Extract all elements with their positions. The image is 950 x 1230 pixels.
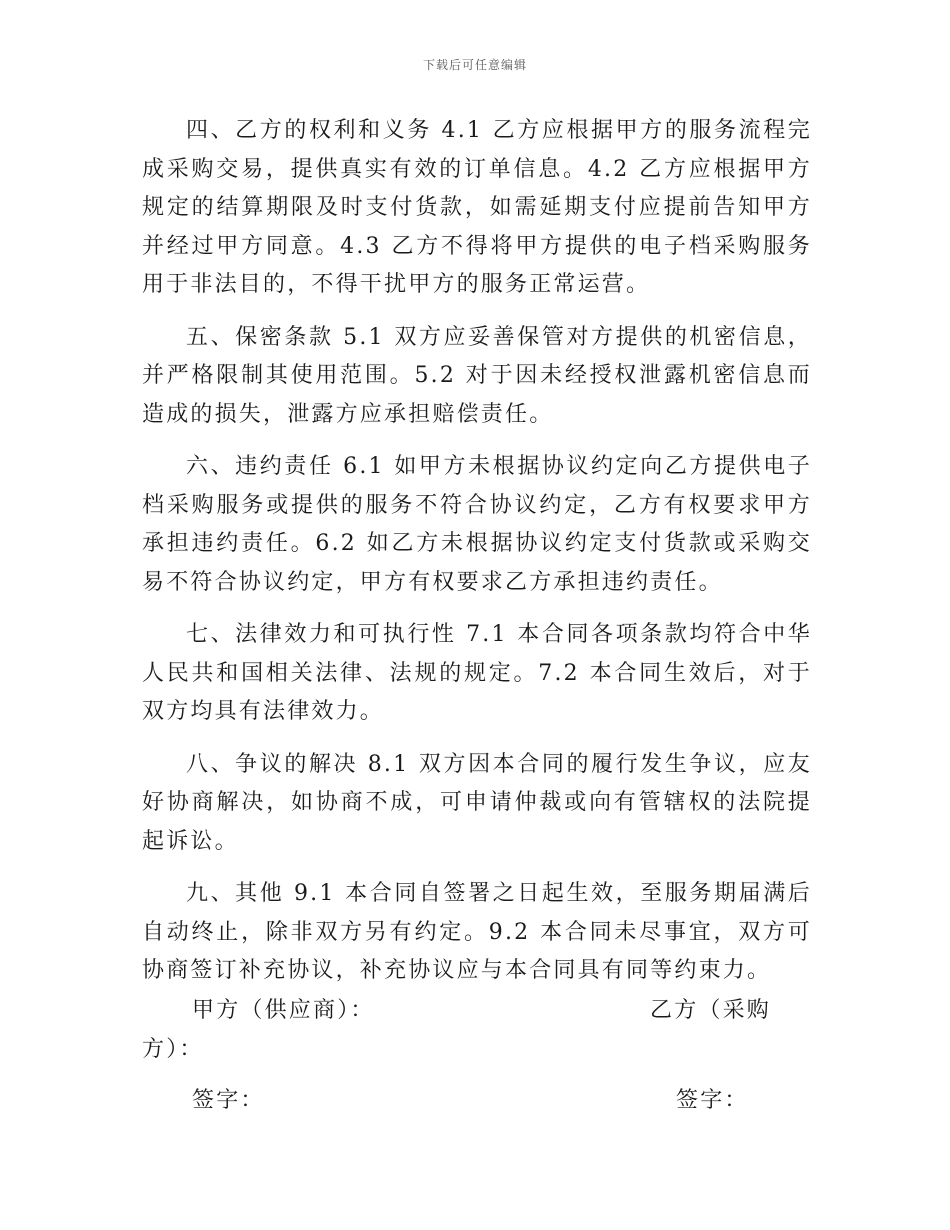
section-dispute-resolution: 八、争议的解决 8.1 双方因本合同的履行发生争议，应友好协商解决，如协商不成，可申请仲裁或向有管辖权的法院提起诉讼。 bbox=[142, 751, 812, 854]
signature-parties bbox=[142, 992, 812, 1062]
party-a-signature-label: 签字： bbox=[192, 1088, 265, 1113]
page-header-note: 下载后可任意编辑 bbox=[422, 58, 527, 72]
party-a-label: 甲方（供应商）： bbox=[192, 998, 375, 1023]
section-miscellaneous: 九、其他 9.1 本合同自签署之日起生效，至服务期届满后自动终止，除非双方另有约定。9.2 本合同未尽事宜，双方可协商签订补充协议，补充协议应与本合同具有同等约束力。 bbox=[142, 881, 812, 983]
party-b-label: 乙方（采购 bbox=[650, 998, 772, 1023]
party-b-signature-label: 签字： bbox=[676, 1088, 749, 1113]
section-confidentiality: 五、保密条款 5.1 双方应妥善保管对方提供的机密信息，并严格限制其使用范围。5.2 对于因未经授权泄露机密信息而造成的损失，泄露方应承担赔偿责任。 bbox=[142, 324, 812, 427]
section-liability: 六、违约责任 6.1 如甲方未根据协议约定向乙方提供电子档采购服务或提供的服务不符合协议约定，乙方有权要求甲方承担违约责任。6.2 如乙方未根据协议约定支付货款或采购交易不符合协议约定，甲方有权要求乙方承担违约责任。 bbox=[142, 454, 812, 595]
signature-lines bbox=[142, 1082, 812, 1121]
party-b-label-continued: 方）： bbox=[142, 1036, 204, 1062]
contract-body bbox=[142, 112, 812, 1005]
section-legal-effect: 七、法律效力和可执行性 7.1 本合同各项条款均符合中华人民共和国相关法律、法规的规定。7.2 本合同生效后，对于双方均具有法律效力。 bbox=[142, 622, 812, 724]
section-rights-obligations: 四、乙方的权利和义务 4.1 乙方应根据甲方的服务流程完成采购交易，提供真实有效的订单信息。4.2 乙方应根据甲方规定的结算期限及时支付货款，如需延期支付应提前告知甲方并经过甲方同意。4.3 乙方不得将甲方提供的电子档采购服务用于非法目的，不得干扰甲方的服务正常运营。 bbox=[142, 118, 812, 297]
